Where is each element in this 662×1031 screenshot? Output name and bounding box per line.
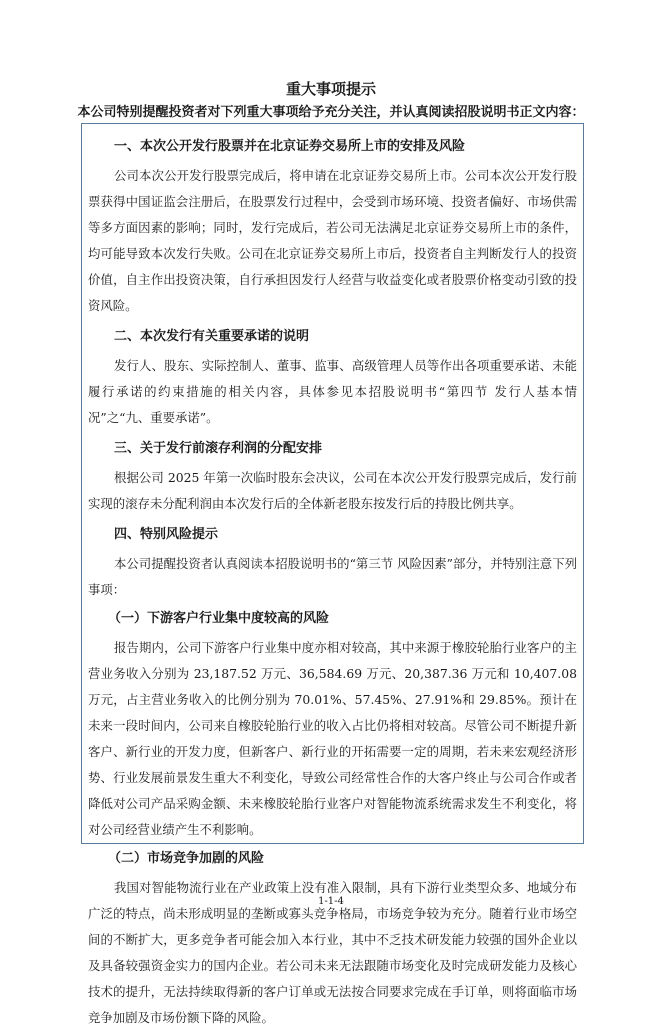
section-text: 公司本次公开发行股票完成后，将申请在北京证券交易所上市。公司本次公开发行股票获得中国证监会注册后，在股票发行过程中，会受到市场环境、投资者偏好、市场供需等多方面因素的影响；同时，发行完成后，若公司无法满足北京证券交易所上市的条件，均可能导致本次发行失败。公司在北京证券交易所上市后，投资者自主判断发行人的投资价值，自主作出投资决策，自行承担因发行人经营与收益变化或者股票价格变动引致的投资风险。	[88, 168, 577, 313]
section-heading: 四、特别风险提示	[114, 527, 219, 542]
risk-text: 报告期内，公司下游客户行业集中度亦相对较高，其中来源于橡胶轮胎行业客户的主营业务收入分别为 23,187.52 万元、36,584.69 万元、20,387.36 万元和 10,407.08 万元，占主营业务收入的比例分别为 70.01%、57.45%、27.91%和 29.85%。预计在未来一段时间内，公司来自橡胶轮胎行业的收入占比仍将相对较高。尽管公司不断提升新客户、新行业的开发力度，但新客户、新行业的开拓需要一定的周期，若未来宏观经济形势、行业发展前景发生重大不利变化，导致公司经常性合作的大客户终止与公司合作或者降低对公司产品采购金额、未来橡胶轮胎行业客户对智能物流系统需求发生不利变化，将对公司经营业绩产生不利影响。	[88, 640, 577, 837]
page-subtitle: 本公司特别提醒投资者对下列重大事项给予充分关注，并认真阅读招股说明书正文内容：	[77, 105, 585, 120]
page-title: 重大事项提示	[285, 80, 376, 98]
section-text: 本公司提醒投资者认真阅读本招股说明书的“第三节 风险因素”部分，并特别注意下列事项：	[88, 556, 577, 597]
section-heading: 一、本次公开发行股票并在北京证券交易所上市的安排及风险	[114, 139, 466, 154]
section-text: 发行人、股东、实际控制人、董事、监事、高级管理人员等作出各项重要承诺、未能履行承诺的约束措施的相关内容，具体参见本招股说明书“第四节 发行人基本情况”之“九、重要承诺”。	[88, 358, 577, 425]
risk-heading: （二）市场竞争加剧的风险	[108, 851, 265, 866]
section-heading: 三、关于发行前滚存利润的分配安排	[114, 441, 323, 456]
risk-text: 我国对智能物流行业在产业政策上没有准入限制，具有下游行业类型众多、地域分布广泛的特点，尚未形成明显的垄断或寡头竞争格局，市场竞争较为充分。随着行业市场空间的不断扩大，更多竞争者可能会加入本行业，其中不乏技术研发能力较强的国外企业以及具备较强资金实力的国内企业。若公司未来无法跟随市场变化及时完成研发能力及核心技术的提升，无法持续取得新的客户订单或无法按合同要求完成在手订单，则将面临市场竞争加剧及市场份额下降的风险。	[88, 880, 577, 1025]
section-heading: 二、本次发行有关重要承诺的说明	[114, 329, 310, 344]
page-number: 1-1-4	[318, 896, 344, 907]
section-text: 根据公司 2025 年第一次临时股东会决议，公司在本次公开发行股票完成后，发行前实现的滚存未分配利润由本次发行后的全体新老股东按发行后的持股比例共享。	[88, 470, 577, 511]
risk-heading: （一）下游客户行业集中度较高的风险	[108, 611, 330, 626]
